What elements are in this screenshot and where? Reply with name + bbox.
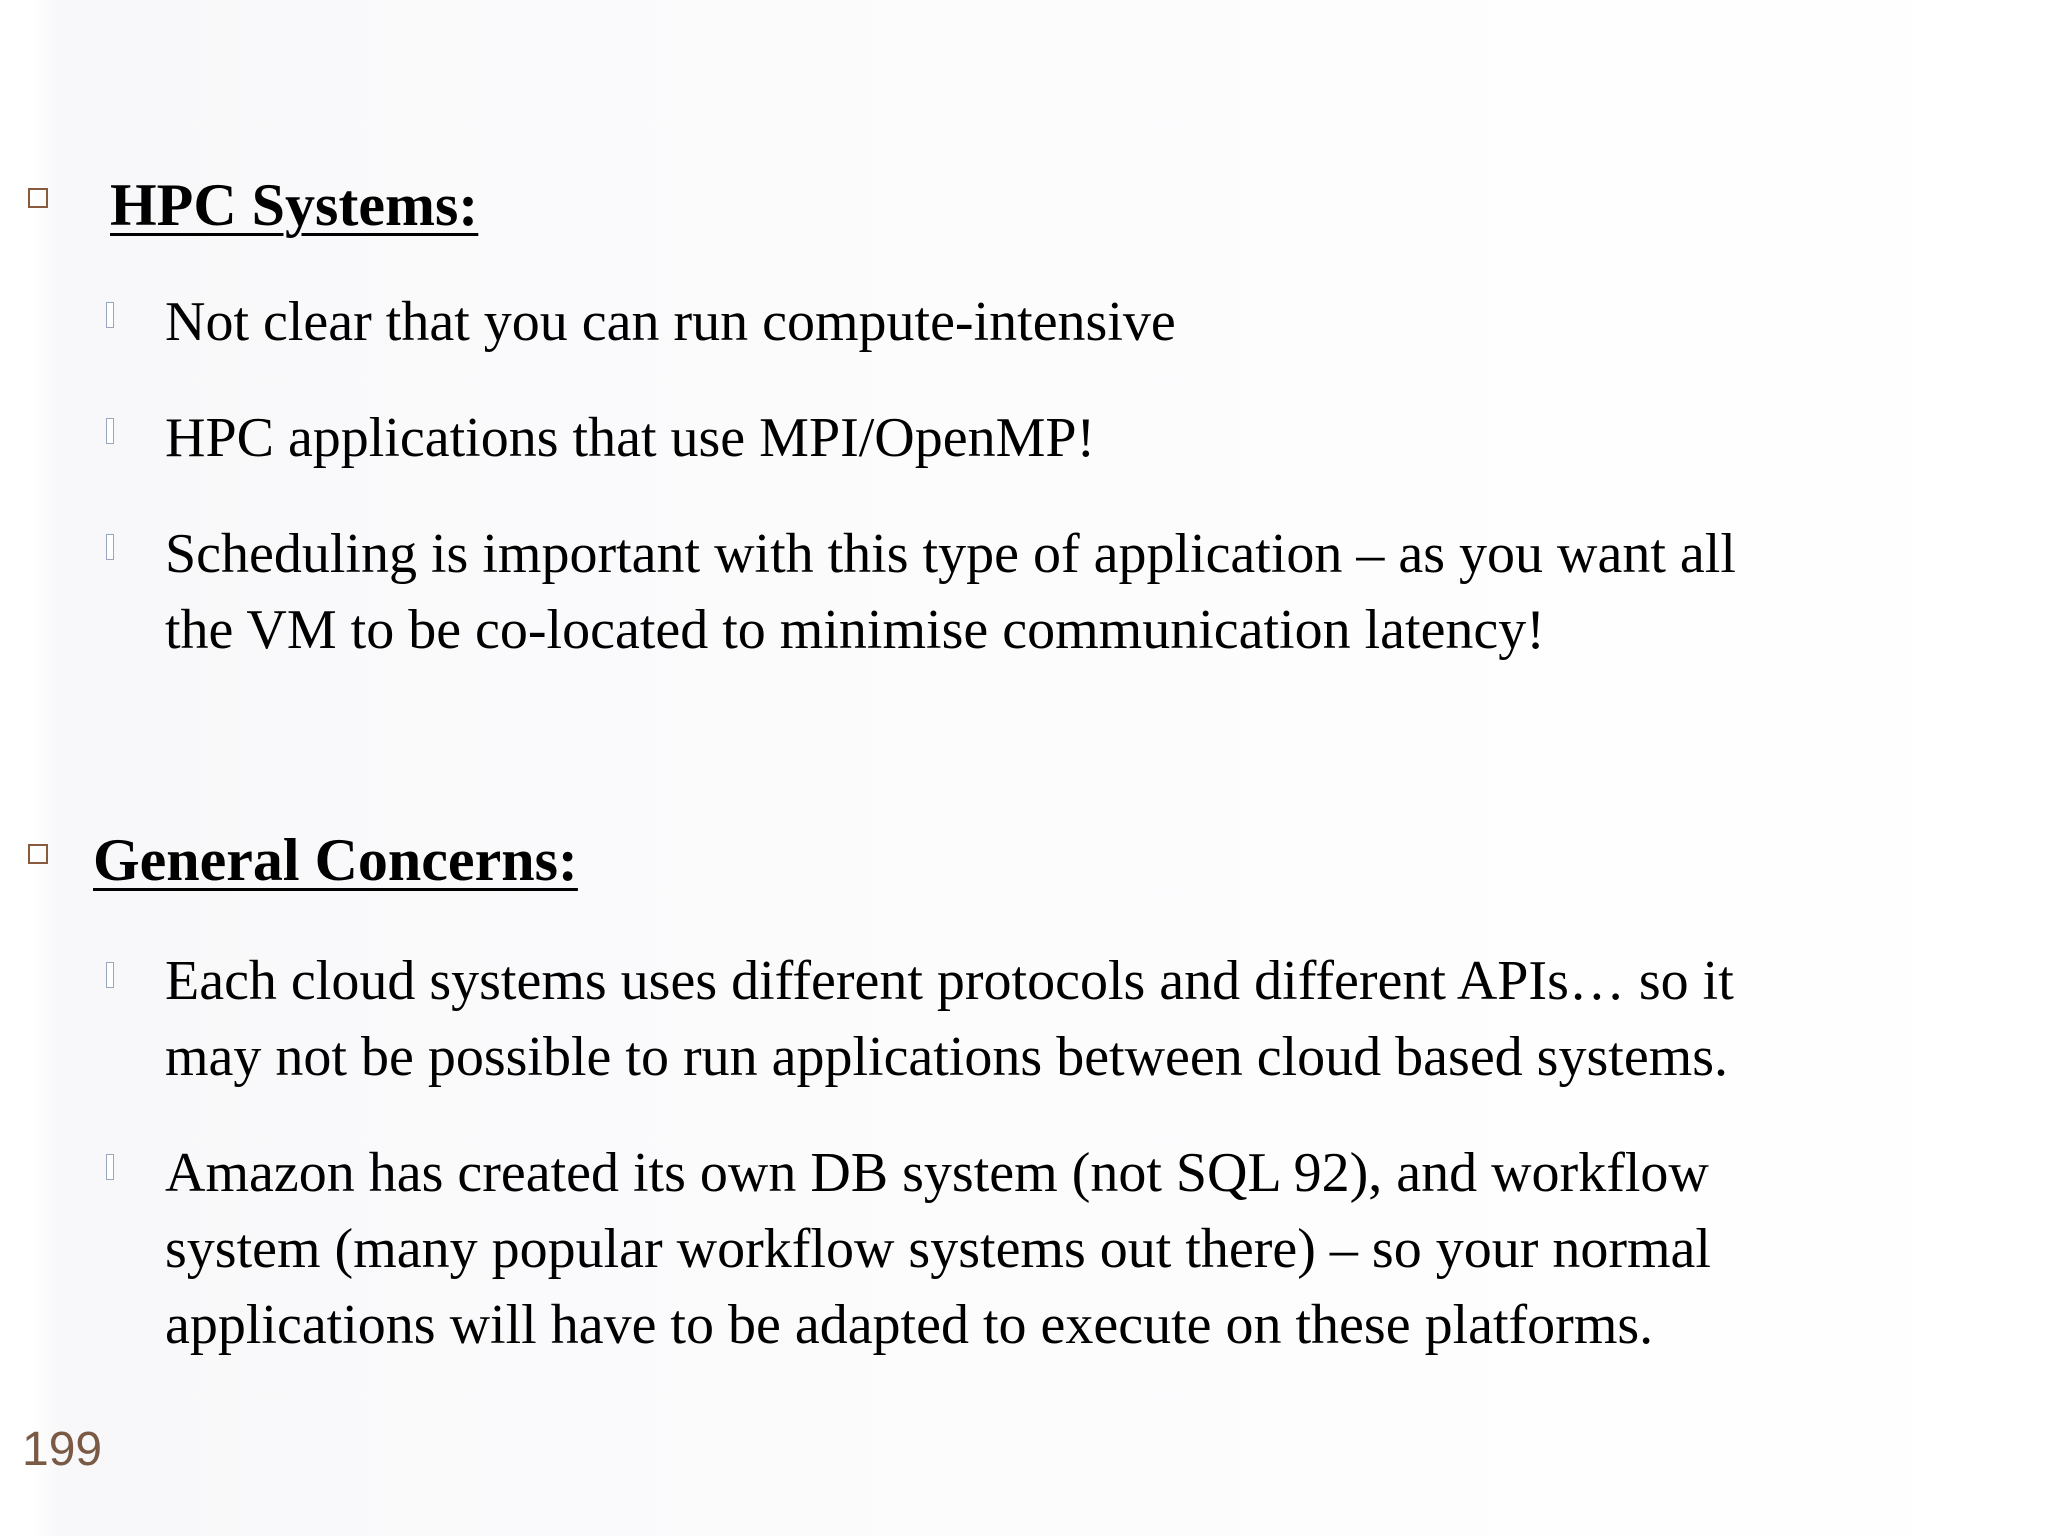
- section-heading-general-concerns: General Concerns:: [93, 827, 578, 893]
- sub-bullet-icon: [106, 418, 114, 444]
- section-bullet-icon: [28, 844, 48, 864]
- section-bullet-icon: [28, 188, 48, 208]
- sub-bullet-icon: [106, 1154, 114, 1180]
- section-heading-hpc-systems: HPC Systems:: [110, 172, 479, 238]
- page-number: 199: [22, 1423, 103, 1476]
- bullet-item: Each cloud systems uses different protocols and different APIs… so it may not be possible to run applications between cloud based systems.: [165, 950, 1734, 1088]
- bullet-item: Not clear that you can run compute-intensive: [165, 291, 1176, 353]
- sub-bullet-icon: [106, 962, 114, 988]
- bullet-item: HPC applications that use MPI/OpenMP!: [165, 407, 1096, 469]
- sub-bullet-icon: [106, 534, 114, 560]
- bullet-item: Scheduling is important with this type of application – as you want all the VM to be co-located to minimise communication latency!: [165, 523, 1736, 661]
- sub-bullet-icon: [106, 302, 114, 328]
- bullet-item: Amazon has created its own DB system (not SQL 92), and workflow system (many popular workflow systems out there) – so your normal applications will have to be adapted to execute on these platforms.: [165, 1142, 1711, 1356]
